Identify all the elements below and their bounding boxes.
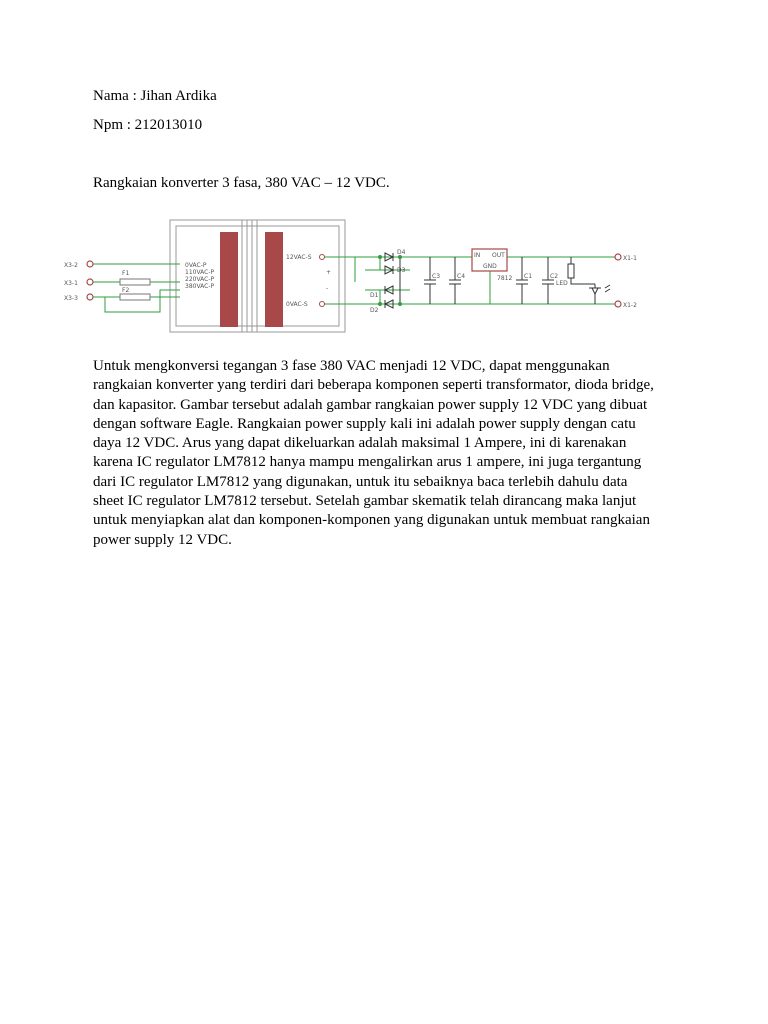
cap-label-c3: C3 xyxy=(432,273,441,280)
regulator-gnd-label: GND xyxy=(483,263,497,270)
regulator-in-label: IN xyxy=(474,252,481,259)
tap-label-0vac-p: 0VAC-P xyxy=(185,262,207,269)
paragraph-line: rangkaian konverter yang terdiri dari beberapa komponen seperti transformator, dioda bridge, xyxy=(93,377,654,394)
terminal-label-x3-1: X3-1 xyxy=(64,280,78,287)
minus-label: - xyxy=(326,285,329,292)
fuse-label-f2: F2 xyxy=(122,287,130,294)
tap-label-110vac-p: 110VAC-P xyxy=(185,269,215,276)
diode-label-d1: D1 xyxy=(370,292,379,299)
student-name: Nama : Jihan Ardika xyxy=(93,88,217,104)
terminal-label-x1-1: X1-1 xyxy=(623,255,637,262)
schematic-diagram xyxy=(60,212,645,340)
paragraph-line: untuk menyiapkan alat dan komponen-komponen yang digunakan untuk membuat rangkaian xyxy=(93,512,650,529)
cap-label-c4: C4 xyxy=(457,273,466,280)
paragraph-line: dengan software Eagle. Rangkaian power supply kali ini adalah power supply dengan catu xyxy=(93,415,636,432)
diode-label-d2: D2 xyxy=(370,307,379,314)
paragraph-line: power supply 12 VDC. xyxy=(93,531,232,548)
document-title: Rangkaian konverter 3 fasa, 380 VAC – 12 VDC. xyxy=(93,175,390,191)
fuse-label-f1: F1 xyxy=(122,270,130,277)
terminal-label-x3-3: X3-3 xyxy=(64,295,78,302)
explanation-paragraph xyxy=(93,357,683,550)
terminal-label-x3-2: X3-2 xyxy=(64,262,78,269)
transformer-core xyxy=(220,220,283,332)
tap-label-12vac-s: 12VAC-S xyxy=(286,254,312,261)
input-terminals xyxy=(87,261,93,300)
regulator-out-label: OUT xyxy=(492,252,505,259)
paragraph-line: daya 12 VDC. Arus yang dapat dikeluarkan adalah maksimal 1 Ampere, ini di karenakan xyxy=(93,435,627,452)
terminal-label-x1-2: X1-2 xyxy=(623,302,637,309)
diode-bridge xyxy=(385,253,400,308)
tap-label-220vac-p: 220VAC-P xyxy=(185,276,215,283)
led-label: LED xyxy=(556,280,568,287)
output-terminals xyxy=(615,254,621,307)
diode-label-d4: D4 xyxy=(397,249,406,256)
tap-label-0vac-s: 0VAC-S xyxy=(286,301,308,308)
paragraph-line: dari IC regulator LM7812 yang digunakan, untuk itu sebaiknya baca terlebih dahulu data xyxy=(93,473,628,490)
cap-label-c1: C1 xyxy=(524,273,533,280)
student-npm: Npm : 212013010 xyxy=(93,117,203,133)
plus-label: + xyxy=(326,269,332,276)
paragraph-line: Untuk mengkonversi tegangan 3 fase 380 VAC menjadi 12 VDC, dapat menggunakan xyxy=(93,358,610,374)
regulator-part-label: 7812 xyxy=(497,275,513,282)
paragraph-line: sheet IC regulator LM7812 tersebut. Setelah gambar skematik telah dirancang maka lanjut xyxy=(93,493,637,510)
paragraph-line: karena IC regulator LM7812 hanya mampu mengalirkan arus 1 ampere, ini juga tergantung xyxy=(93,454,642,471)
paragraph-line: dan kapasitor. Gambar tersebut adalah gambar rangkaian power supply 12 VDC yang dibuat xyxy=(93,396,648,413)
cap-label-c2: C2 xyxy=(550,273,559,280)
tap-label-380vac-p: 380VAC-P xyxy=(185,283,215,290)
input-wires xyxy=(93,264,180,312)
resistor-led xyxy=(568,257,610,304)
diode-label-d3: D3 xyxy=(397,267,406,274)
